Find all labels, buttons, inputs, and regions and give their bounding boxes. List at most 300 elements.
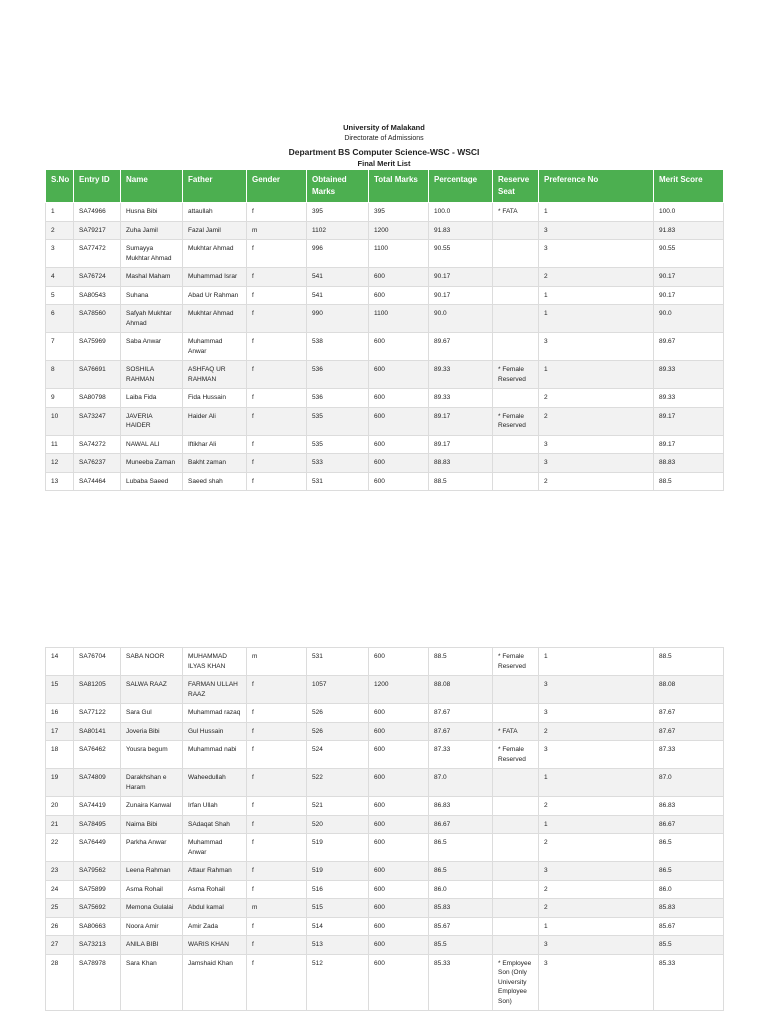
- table-row: [46, 704, 724, 723]
- gender-cell: f: [247, 862, 307, 881]
- merit-score-cell: 86.0: [654, 880, 724, 899]
- percentage-cell: 85.33: [429, 954, 493, 1011]
- entry-id-cell: SA76237: [74, 454, 121, 473]
- preference-no-cell: 3: [539, 435, 654, 454]
- sno-cell: 8: [46, 361, 74, 389]
- preference-no-cell: 3: [539, 954, 654, 1011]
- reserve-seat-cell: * Employee Son (Only University Employee Son): [493, 954, 539, 1011]
- sno-cell: 4: [46, 268, 74, 287]
- preference-no-cell: 2: [539, 722, 654, 741]
- reserve-seat-cell: [493, 815, 539, 834]
- merit-table-page-2: [45, 647, 724, 1011]
- table-row: [46, 268, 724, 287]
- sno-cell: 19: [46, 769, 74, 797]
- entry-id-cell: SA79217: [74, 221, 121, 240]
- sno-cell: 25: [46, 899, 74, 918]
- gender-cell: f: [247, 286, 307, 305]
- total-marks-cell: 600: [369, 834, 429, 862]
- gender-cell: m: [247, 899, 307, 918]
- percentage-cell: 89.67: [429, 333, 493, 361]
- obtained-marks-cell: 520: [307, 815, 369, 834]
- percentage-cell: 90.17: [429, 286, 493, 305]
- preference-no-cell: 3: [539, 676, 654, 704]
- percentage-cell: 89.17: [429, 407, 493, 435]
- entry-id-cell: SA81205: [74, 676, 121, 704]
- sno-cell: 27: [46, 936, 74, 955]
- obtained-marks-cell: 536: [307, 361, 369, 389]
- table-row: [46, 676, 724, 704]
- sno-cell: 16: [46, 704, 74, 723]
- obtained-marks-cell: 526: [307, 722, 369, 741]
- percentage-cell: 87.33: [429, 741, 493, 769]
- entry-id-cell: SA73213: [74, 936, 121, 955]
- name-cell: Joveria Bibi: [121, 722, 183, 741]
- col-header-percentage: Percentage: [429, 170, 493, 203]
- obtained-marks-cell: 519: [307, 862, 369, 881]
- gender-cell: f: [247, 361, 307, 389]
- table-header-row: [46, 170, 724, 203]
- entry-id-cell: SA80543: [74, 286, 121, 305]
- gender-cell: f: [247, 435, 307, 454]
- preference-no-cell: 2: [539, 797, 654, 816]
- reserve-seat-cell: [493, 834, 539, 862]
- table-row: [46, 797, 724, 816]
- sno-cell: 23: [46, 862, 74, 881]
- total-marks-cell: 600: [369, 454, 429, 473]
- col-header-name: Name: [121, 170, 183, 203]
- percentage-cell: 89.33: [429, 389, 493, 408]
- total-marks-cell: 600: [369, 472, 429, 491]
- preference-no-cell: 2: [539, 834, 654, 862]
- name-cell: Husna Bibi: [121, 203, 183, 222]
- name-cell: Zunaira Kanwal: [121, 797, 183, 816]
- father-cell: MUHAMMAD ILYAS KHAN: [183, 648, 247, 676]
- gender-cell: f: [247, 769, 307, 797]
- preference-no-cell: 1: [539, 305, 654, 333]
- preference-no-cell: 2: [539, 472, 654, 491]
- father-cell: Muhammad Anwar: [183, 834, 247, 862]
- father-cell: Iftikhar Ali: [183, 435, 247, 454]
- university-name: University of Malakand: [343, 123, 425, 132]
- sno-cell: 14: [46, 648, 74, 676]
- father-cell: Mukhtar Ahmad: [183, 305, 247, 333]
- reserve-seat-cell: [493, 221, 539, 240]
- obtained-marks-cell: 536: [307, 389, 369, 408]
- sno-cell: 15: [46, 676, 74, 704]
- father-cell: attaullah: [183, 203, 247, 222]
- gender-cell: f: [247, 268, 307, 287]
- name-cell: Sara Khan: [121, 954, 183, 1011]
- name-cell: Sumayya Mukhtar Ahmad: [121, 240, 183, 268]
- table-row: [46, 472, 724, 491]
- entry-id-cell: SA75899: [74, 880, 121, 899]
- percentage-cell: 86.5: [429, 834, 493, 862]
- entry-id-cell: SA75692: [74, 899, 121, 918]
- table-row: [46, 917, 724, 936]
- percentage-cell: 86.5: [429, 862, 493, 881]
- name-cell: Mashal Maham: [121, 268, 183, 287]
- preference-no-cell: 2: [539, 389, 654, 408]
- father-cell: Asma Rohail: [183, 880, 247, 899]
- merit-score-cell: 86.67: [654, 815, 724, 834]
- gender-cell: f: [247, 880, 307, 899]
- father-cell: Saeed shah: [183, 472, 247, 491]
- reserve-seat-cell: [493, 268, 539, 287]
- name-cell: Muneeba Zaman: [121, 454, 183, 473]
- percentage-cell: 87.0: [429, 769, 493, 797]
- father-cell: ASHFAQ UR RAHMAN: [183, 361, 247, 389]
- name-cell: Leena Rahman: [121, 862, 183, 881]
- col-header-reserve-seat: Reserve Seat: [493, 170, 539, 203]
- entry-id-cell: SA74464: [74, 472, 121, 491]
- sno-cell: 10: [46, 407, 74, 435]
- col-header-merit-score: Merit Score: [654, 170, 724, 203]
- obtained-marks-cell: 535: [307, 407, 369, 435]
- total-marks-cell: 600: [369, 917, 429, 936]
- preference-no-cell: 3: [539, 454, 654, 473]
- father-cell: Jamshaid Khan: [183, 954, 247, 1011]
- name-cell: Noora Amir: [121, 917, 183, 936]
- father-cell: Muhammad razaq: [183, 704, 247, 723]
- merit-table-body-page-1: [46, 203, 724, 491]
- reserve-seat-cell: [493, 862, 539, 881]
- total-marks-cell: 600: [369, 936, 429, 955]
- preference-no-cell: 3: [539, 741, 654, 769]
- father-cell: Waheedullah: [183, 769, 247, 797]
- obtained-marks-cell: 531: [307, 648, 369, 676]
- total-marks-cell: 600: [369, 333, 429, 361]
- father-cell: Amir Zada: [183, 917, 247, 936]
- preference-no-cell: 1: [539, 917, 654, 936]
- table-row: [46, 834, 724, 862]
- sno-cell: 17: [46, 722, 74, 741]
- table-row: [46, 305, 724, 333]
- entry-id-cell: SA74809: [74, 769, 121, 797]
- sno-cell: 24: [46, 880, 74, 899]
- gender-cell: f: [247, 815, 307, 834]
- entry-id-cell: SA78560: [74, 305, 121, 333]
- entry-id-cell: SA80141: [74, 722, 121, 741]
- reserve-seat-cell: [493, 676, 539, 704]
- table-row: [46, 899, 724, 918]
- reserve-seat-cell: [493, 333, 539, 361]
- father-cell: Muhammad nabi: [183, 741, 247, 769]
- obtained-marks-cell: 522: [307, 769, 369, 797]
- total-marks-cell: 600: [369, 361, 429, 389]
- reserve-seat-cell: [493, 305, 539, 333]
- father-cell: SAdaqat Shah: [183, 815, 247, 834]
- obtained-marks-cell: 516: [307, 880, 369, 899]
- total-marks-cell: 600: [369, 815, 429, 834]
- sno-cell: 28: [46, 954, 74, 1011]
- obtained-marks-cell: 533: [307, 454, 369, 473]
- gender-cell: f: [247, 741, 307, 769]
- total-marks-cell: 600: [369, 648, 429, 676]
- merit-score-cell: 88.5: [654, 648, 724, 676]
- col-header-obtained-marks: Obtained Marks: [307, 170, 369, 203]
- entry-id-cell: SA76724: [74, 268, 121, 287]
- col-header-preference-no: Preference No: [539, 170, 654, 203]
- gender-cell: m: [247, 648, 307, 676]
- name-cell: Laiba Fida: [121, 389, 183, 408]
- merit-score-cell: 87.33: [654, 741, 724, 769]
- name-cell: Asma Rohail: [121, 880, 183, 899]
- entry-id-cell: SA76449: [74, 834, 121, 862]
- father-cell: Attaur Rahman: [183, 862, 247, 881]
- sno-cell: 13: [46, 472, 74, 491]
- percentage-cell: 88.83: [429, 454, 493, 473]
- table-row: [46, 389, 724, 408]
- total-marks-cell: 600: [369, 899, 429, 918]
- reserve-seat-cell: [493, 389, 539, 408]
- reserve-seat-cell: * Female Reserved: [493, 407, 539, 435]
- preference-no-cell: 1: [539, 203, 654, 222]
- table-row: [46, 815, 724, 834]
- merit-score-cell: 87.67: [654, 704, 724, 723]
- preference-no-cell: 1: [539, 815, 654, 834]
- obtained-marks-cell: 526: [307, 704, 369, 723]
- merit-score-cell: 89.17: [654, 435, 724, 454]
- table-row: [46, 361, 724, 389]
- entry-id-cell: SA74419: [74, 797, 121, 816]
- merit-score-cell: 89.17: [654, 407, 724, 435]
- merit-score-cell: 89.33: [654, 361, 724, 389]
- obtained-marks-cell: 512: [307, 954, 369, 1011]
- preference-no-cell: 2: [539, 268, 654, 287]
- total-marks-cell: 395: [369, 203, 429, 222]
- merit-score-cell: 85.33: [654, 954, 724, 1011]
- percentage-cell: 87.67: [429, 722, 493, 741]
- reserve-seat-cell: [493, 936, 539, 955]
- obtained-marks-cell: 531: [307, 472, 369, 491]
- name-cell: Sara Gul: [121, 704, 183, 723]
- sno-cell: 12: [46, 454, 74, 473]
- reserve-seat-cell: [493, 917, 539, 936]
- merit-score-cell: 90.17: [654, 286, 724, 305]
- name-cell: Saba Anwar: [121, 333, 183, 361]
- table-row: [46, 286, 724, 305]
- reserve-seat-cell: [493, 472, 539, 491]
- col-header-gender: Gender: [247, 170, 307, 203]
- sno-cell: 9: [46, 389, 74, 408]
- preference-no-cell: 3: [539, 240, 654, 268]
- gender-cell: f: [247, 834, 307, 862]
- gender-cell: f: [247, 722, 307, 741]
- merit-score-cell: 86.5: [654, 862, 724, 881]
- sno-cell: 2: [46, 221, 74, 240]
- total-marks-cell: 600: [369, 797, 429, 816]
- preference-no-cell: 3: [539, 221, 654, 240]
- obtained-marks-cell: 541: [307, 268, 369, 287]
- entry-id-cell: SA80663: [74, 917, 121, 936]
- gender-cell: f: [247, 472, 307, 491]
- preference-no-cell: 3: [539, 936, 654, 955]
- reserve-seat-cell: * Female Reserved: [493, 361, 539, 389]
- reserve-seat-cell: [493, 899, 539, 918]
- name-cell: Lubaba Saeed: [121, 472, 183, 491]
- percentage-cell: 86.83: [429, 797, 493, 816]
- table-row: [46, 741, 724, 769]
- entry-id-cell: SA79562: [74, 862, 121, 881]
- father-cell: FARMAN ULLAH RAAZ: [183, 676, 247, 704]
- total-marks-cell: 600: [369, 954, 429, 1011]
- merit-score-cell: 90.0: [654, 305, 724, 333]
- name-cell: Suhana: [121, 286, 183, 305]
- table-row: [46, 880, 724, 899]
- table-row: [46, 333, 724, 361]
- total-marks-cell: 600: [369, 741, 429, 769]
- gender-cell: f: [247, 240, 307, 268]
- table-row: [46, 454, 724, 473]
- merit-score-cell: 89.33: [654, 389, 724, 408]
- total-marks-cell: 600: [369, 722, 429, 741]
- merit-score-cell: 88.08: [654, 676, 724, 704]
- merit-score-cell: 85.83: [654, 899, 724, 918]
- gender-cell: f: [247, 676, 307, 704]
- sno-cell: 7: [46, 333, 74, 361]
- directorate-name: Directorate of Admissions: [344, 135, 424, 142]
- father-cell: Fazal Jamil: [183, 221, 247, 240]
- total-marks-cell: 600: [369, 435, 429, 454]
- obtained-marks-cell: 514: [307, 917, 369, 936]
- sno-cell: 18: [46, 741, 74, 769]
- father-cell: Abdul kamal: [183, 899, 247, 918]
- sno-cell: 6: [46, 305, 74, 333]
- name-cell: Darakhshan e Haram: [121, 769, 183, 797]
- percentage-cell: 88.5: [429, 472, 493, 491]
- gender-cell: m: [247, 221, 307, 240]
- preference-no-cell: 2: [539, 899, 654, 918]
- reserve-seat-cell: [493, 454, 539, 473]
- table-row: [46, 203, 724, 222]
- entry-id-cell: SA75969: [74, 333, 121, 361]
- obtained-marks-cell: 519: [307, 834, 369, 862]
- sno-cell: 20: [46, 797, 74, 816]
- reserve-seat-cell: * Female Reserved: [493, 741, 539, 769]
- col-header-father: Father: [183, 170, 247, 203]
- name-cell: JAVERIA HAIDER: [121, 407, 183, 435]
- obtained-marks-cell: 524: [307, 741, 369, 769]
- father-cell: Muhammad Israr: [183, 268, 247, 287]
- father-cell: Irfan Ullah: [183, 797, 247, 816]
- table-row: [46, 936, 724, 955]
- entry-id-cell: SA77472: [74, 240, 121, 268]
- merit-table-page-1: [45, 169, 724, 491]
- gender-cell: f: [247, 797, 307, 816]
- entry-id-cell: SA80798: [74, 389, 121, 408]
- percentage-cell: 85.67: [429, 917, 493, 936]
- name-cell: Yousra begum: [121, 741, 183, 769]
- preference-no-cell: 2: [539, 880, 654, 899]
- merit-score-cell: 90.17: [654, 268, 724, 287]
- merit-score-cell: 91.83: [654, 221, 724, 240]
- reserve-seat-cell: [493, 704, 539, 723]
- gender-cell: f: [247, 954, 307, 1011]
- obtained-marks-cell: 538: [307, 333, 369, 361]
- merit-table-body-page-2: [46, 648, 724, 1011]
- reserve-seat-cell: [493, 240, 539, 268]
- name-cell: SABA NOOR: [121, 648, 183, 676]
- obtained-marks-cell: 395: [307, 203, 369, 222]
- table-row: [46, 769, 724, 797]
- department-title: Department BS Computer Science-WSC - WSCI: [288, 147, 480, 157]
- name-cell: NAWAL ALI: [121, 435, 183, 454]
- preference-no-cell: 1: [539, 361, 654, 389]
- sno-cell: 21: [46, 815, 74, 834]
- father-cell: Abad Ur Rahman: [183, 286, 247, 305]
- preference-no-cell: 3: [539, 704, 654, 723]
- table-row: [46, 722, 724, 741]
- gender-cell: f: [247, 333, 307, 361]
- gender-cell: f: [247, 305, 307, 333]
- reserve-seat-cell: * FATA: [493, 722, 539, 741]
- entry-id-cell: SA78495: [74, 815, 121, 834]
- sno-cell: 22: [46, 834, 74, 862]
- obtained-marks-cell: 996: [307, 240, 369, 268]
- table-row: [46, 240, 724, 268]
- merit-score-cell: 100.0: [654, 203, 724, 222]
- percentage-cell: 87.67: [429, 704, 493, 723]
- name-cell: ANILA BIBI: [121, 936, 183, 955]
- gender-cell: f: [247, 936, 307, 955]
- preference-no-cell: 1: [539, 769, 654, 797]
- obtained-marks-cell: 521: [307, 797, 369, 816]
- percentage-cell: 90.17: [429, 268, 493, 287]
- percentage-cell: 85.83: [429, 899, 493, 918]
- percentage-cell: 89.17: [429, 435, 493, 454]
- document-header: [0, 122, 768, 169]
- col-header-sno: S.No: [46, 170, 74, 203]
- total-marks-cell: 600: [369, 862, 429, 881]
- total-marks-cell: 600: [369, 268, 429, 287]
- obtained-marks-cell: 535: [307, 435, 369, 454]
- entry-id-cell: SA76691: [74, 361, 121, 389]
- father-cell: Bakht zaman: [183, 454, 247, 473]
- total-marks-cell: 600: [369, 769, 429, 797]
- sno-cell: 5: [46, 286, 74, 305]
- gender-cell: f: [247, 389, 307, 408]
- name-cell: SOSHILA RAHMAN: [121, 361, 183, 389]
- percentage-cell: 89.33: [429, 361, 493, 389]
- reserve-seat-cell: * Female Reserved: [493, 648, 539, 676]
- total-marks-cell: 1100: [369, 305, 429, 333]
- obtained-marks-cell: 1057: [307, 676, 369, 704]
- sno-cell: 11: [46, 435, 74, 454]
- preference-no-cell: 3: [539, 862, 654, 881]
- table-row: [46, 648, 724, 676]
- percentage-cell: 91.83: [429, 221, 493, 240]
- percentage-cell: 88.08: [429, 676, 493, 704]
- merit-score-cell: 87.0: [654, 769, 724, 797]
- merit-score-cell: 89.67: [654, 333, 724, 361]
- sno-cell: 3: [46, 240, 74, 268]
- gender-cell: f: [247, 407, 307, 435]
- merit-score-cell: 87.67: [654, 722, 724, 741]
- name-cell: SALWA RAAZ: [121, 676, 183, 704]
- preference-no-cell: 1: [539, 286, 654, 305]
- obtained-marks-cell: 1102: [307, 221, 369, 240]
- obtained-marks-cell: 515: [307, 899, 369, 918]
- merit-score-cell: 88.5: [654, 472, 724, 491]
- percentage-cell: 86.0: [429, 880, 493, 899]
- name-cell: Naima Bibi: [121, 815, 183, 834]
- table-row: [46, 862, 724, 881]
- entry-id-cell: SA73247: [74, 407, 121, 435]
- father-cell: Mukhtar Ahmad: [183, 240, 247, 268]
- percentage-cell: 86.67: [429, 815, 493, 834]
- father-cell: Haider Ali: [183, 407, 247, 435]
- list-title: Final Merit List: [357, 159, 411, 168]
